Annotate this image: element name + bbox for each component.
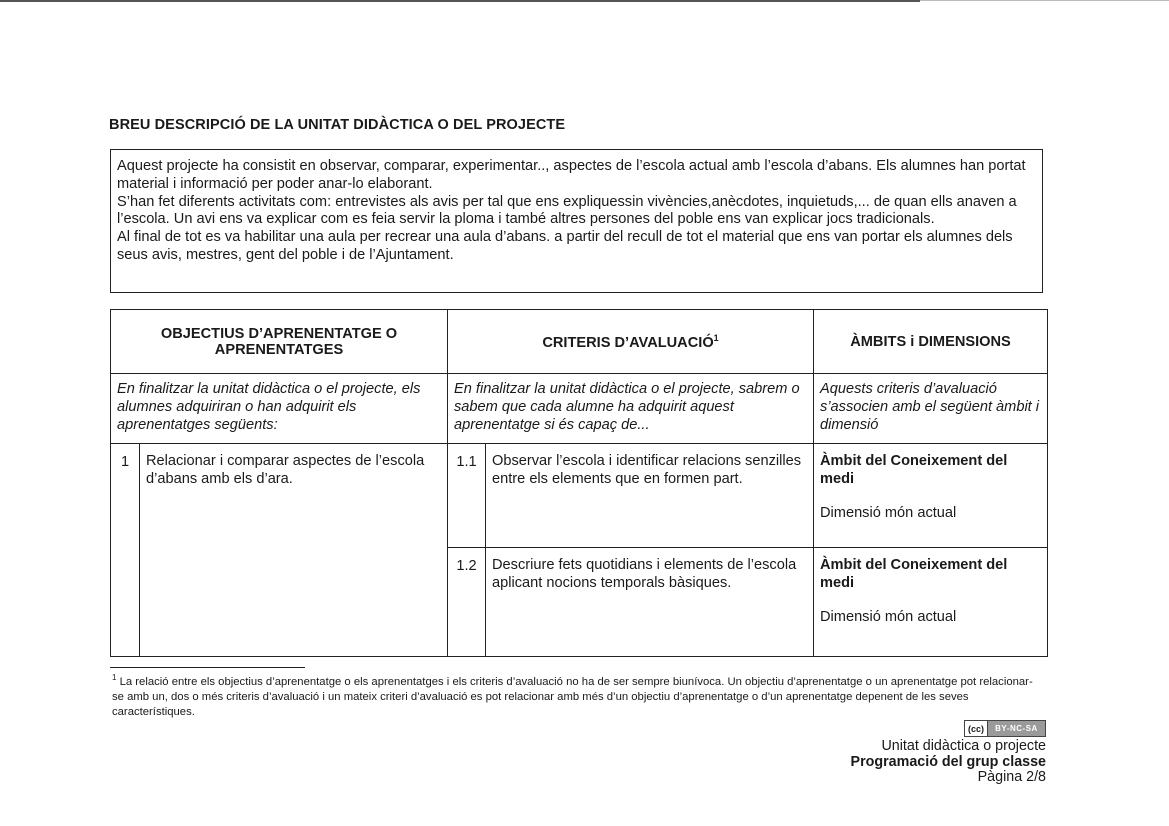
table-row [111, 444, 1048, 548]
header-criteria-label: CRITERIS D’AVALUACIÓ [542, 334, 714, 351]
cc-icon: (cc) [965, 721, 988, 736]
footer-doc-title: Programació del grup classe [850, 753, 1046, 770]
evaluation-table [110, 309, 1048, 657]
footnote-ref: 1 [713, 332, 719, 343]
ambit-cell [814, 548, 1048, 657]
intro-ambits: Aquests criteris d’avaluació s’associen amb el següent àmbit i dimensió [814, 374, 1048, 444]
objective-text: Relacionar i comparar aspectes de l’escola d’abans amb els d’ara. [140, 444, 448, 657]
footer-doc-type: Unitat didàctica o projecte [881, 738, 1046, 754]
table-header-row [111, 310, 1048, 374]
footnote [112, 670, 1037, 720]
ambit-title: Àmbit del Coneixement del medi [820, 557, 1008, 591]
ambit-title: Àmbit del Coneixement del medi [820, 453, 1008, 487]
scan-edge-line [0, 0, 920, 2]
cc-terms: BY-NC-SA [988, 721, 1045, 736]
intro-criteria: En finalitzar la unitat didàctica o el projecte, sabrem o sabem que cada alumne ha adquirit aquest aprenentatge si és capaç de... [448, 374, 814, 444]
footnote-marker: 1 [112, 673, 117, 682]
criterion-number: 1.1 [448, 444, 486, 548]
description-paragraph: Al final de tot es va habilitar una aula per recrear una aula d’abans. a partir del recull de tot el material que ens van portar els alumnes dels seus avis, mestres, gent del poble i de l’Ajuntament. [117, 229, 1013, 263]
cc-license-badge [964, 720, 1046, 737]
description-paragraph: Aquest projecte ha consistit en observar, comparar, experimentar.., aspectes de l’escola actual amb l’escola d’abans. Els alumnes han portat material i informació per poder anar-lo elaborant. [117, 158, 1026, 192]
ambit-dimension: Dimensió món actual [820, 505, 957, 521]
objective-number: 1 [111, 444, 140, 657]
page-footer [851, 739, 1046, 786]
section-heading: BREU DESCRIPCIÓ DE LA UNITAT DIDÀCTICA O DEL PROJECTE [109, 117, 566, 133]
header-ambits: ÀMBITS i DIMENSIONS [814, 310, 1048, 374]
criterion-text: Descriure fets quotidians i elements de l’escola aplicant nocions temporals bàsiques. [486, 548, 814, 657]
description-box [110, 149, 1043, 293]
page-number: Pàgina 2/8 [977, 769, 1046, 785]
ambit-cell [814, 444, 1048, 548]
ambit-dimension: Dimensió món actual [820, 609, 957, 625]
intro-objectives: En finalitzar la unitat didàctica o el projecte, els alumnes adquiriran o han adquirit els aprenentatges següents: [111, 374, 448, 444]
description-paragraph: S’han fet diferents activitats com: entrevistes als avis per tal que ens expliquessin vivències,anècdotes, inquietuds,... de quan ells anaven a l’escola. Un avi ens va explicar com es feia servir la ploma i també altres persones del poble ens van explicar jocs tradicionals. [117, 193, 1017, 228]
criterion-number: 1.2 [448, 548, 486, 657]
table-intro-row [111, 374, 1048, 444]
criterion-text: Observar l’escola i identificar relacions senzilles entre els elements que en formen part. [486, 444, 814, 548]
header-objectives: OBJECTIUS D’APRENENTATGE O APRENENTATGES [111, 310, 448, 374]
footnote-text: La relació entre els objectius d’aprenentatge o els aprenentatges i els criteris d’avaluació no ha de ser sempre biunívoca. Un objectiu d’aprenentatge o un aprenentatge pot relacionar-se amb un, dos o més criteris d’avaluació i un mateix criteri d’avaluació es pot relacionar amb més d’un objectiu d’aprenentatge o d’un aprenentatge depenent de les seves característiques. [112, 675, 1033, 718]
scan-edge-line-faint [920, 0, 1169, 1]
footnote-divider [110, 667, 305, 668]
header-criteria [448, 310, 814, 374]
